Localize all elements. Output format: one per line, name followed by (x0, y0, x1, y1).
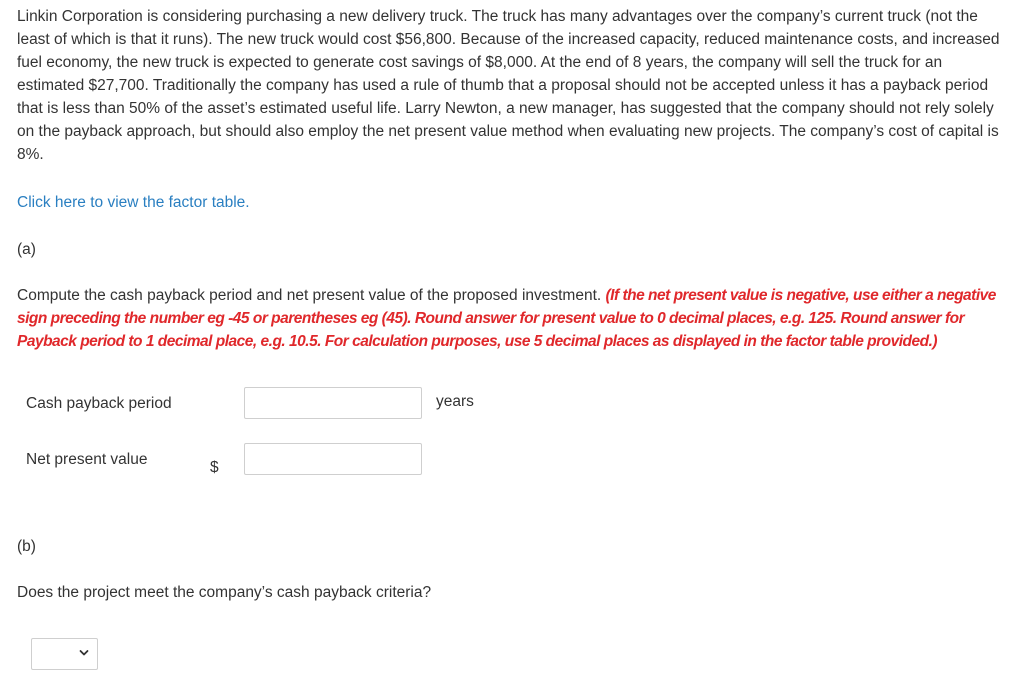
part-a-label: (a) (17, 241, 36, 258)
instruction-note: (If the net present value is negative, use either a negative sign preceding the number eg -45 or parentheses eg (45). Round answer for present value to 0 decimal places, e.g. 125. Round answer for Payback period to 1 decimal place, e.g. 10.5. For calculation purposes, use 5 decimal places as displayed in the factor table provided.) (17, 287, 996, 350)
factor-table-link[interactable]: Click here to view the factor table. (17, 194, 250, 211)
cash-payback-input[interactable] (244, 387, 422, 419)
payback-criteria-question: Does the project meet the company’s cash payback criteria? (17, 584, 432, 601)
npv-input[interactable] (244, 443, 422, 475)
payback-unit-label: years (436, 393, 474, 410)
problem-statement: Linkin Corporation is considering purchasing a new delivery truck. The truck has many advantages over the company’s current truck (not the least of which is that it runs). The new truck would cost $56,800. Because of the increased capacity, reduced maintenance costs, and increased fuel economy, the new truck is expected to generate cost savings of $8,000. At the end of 8 years, the company will sell the truck for an estimated $27,700. Traditionally the company has used a rule of thumb that a proposal should not be accepted unless it has a payback period that is less than 50% of the asset’s estimated useful life. Larry Newton, a new manager, has suggested that the company should not rely solely on the payback approach, but should also employ the net present value method when evaluating new projects. The company’s cost of capital is 8%. (17, 8, 1000, 163)
dollar-sign: $ (210, 459, 219, 476)
part-a-instructions (17, 284, 1007, 353)
cash-payback-label: Cash payback period (26, 395, 172, 412)
part-b-label: (b) (17, 538, 36, 555)
chevron-down-icon (79, 648, 89, 658)
instruction-text: Compute the cash payback period and net present value of the proposed investment. (17, 287, 602, 304)
npv-label: Net present value (26, 451, 148, 468)
payback-criteria-select[interactable] (31, 638, 98, 670)
